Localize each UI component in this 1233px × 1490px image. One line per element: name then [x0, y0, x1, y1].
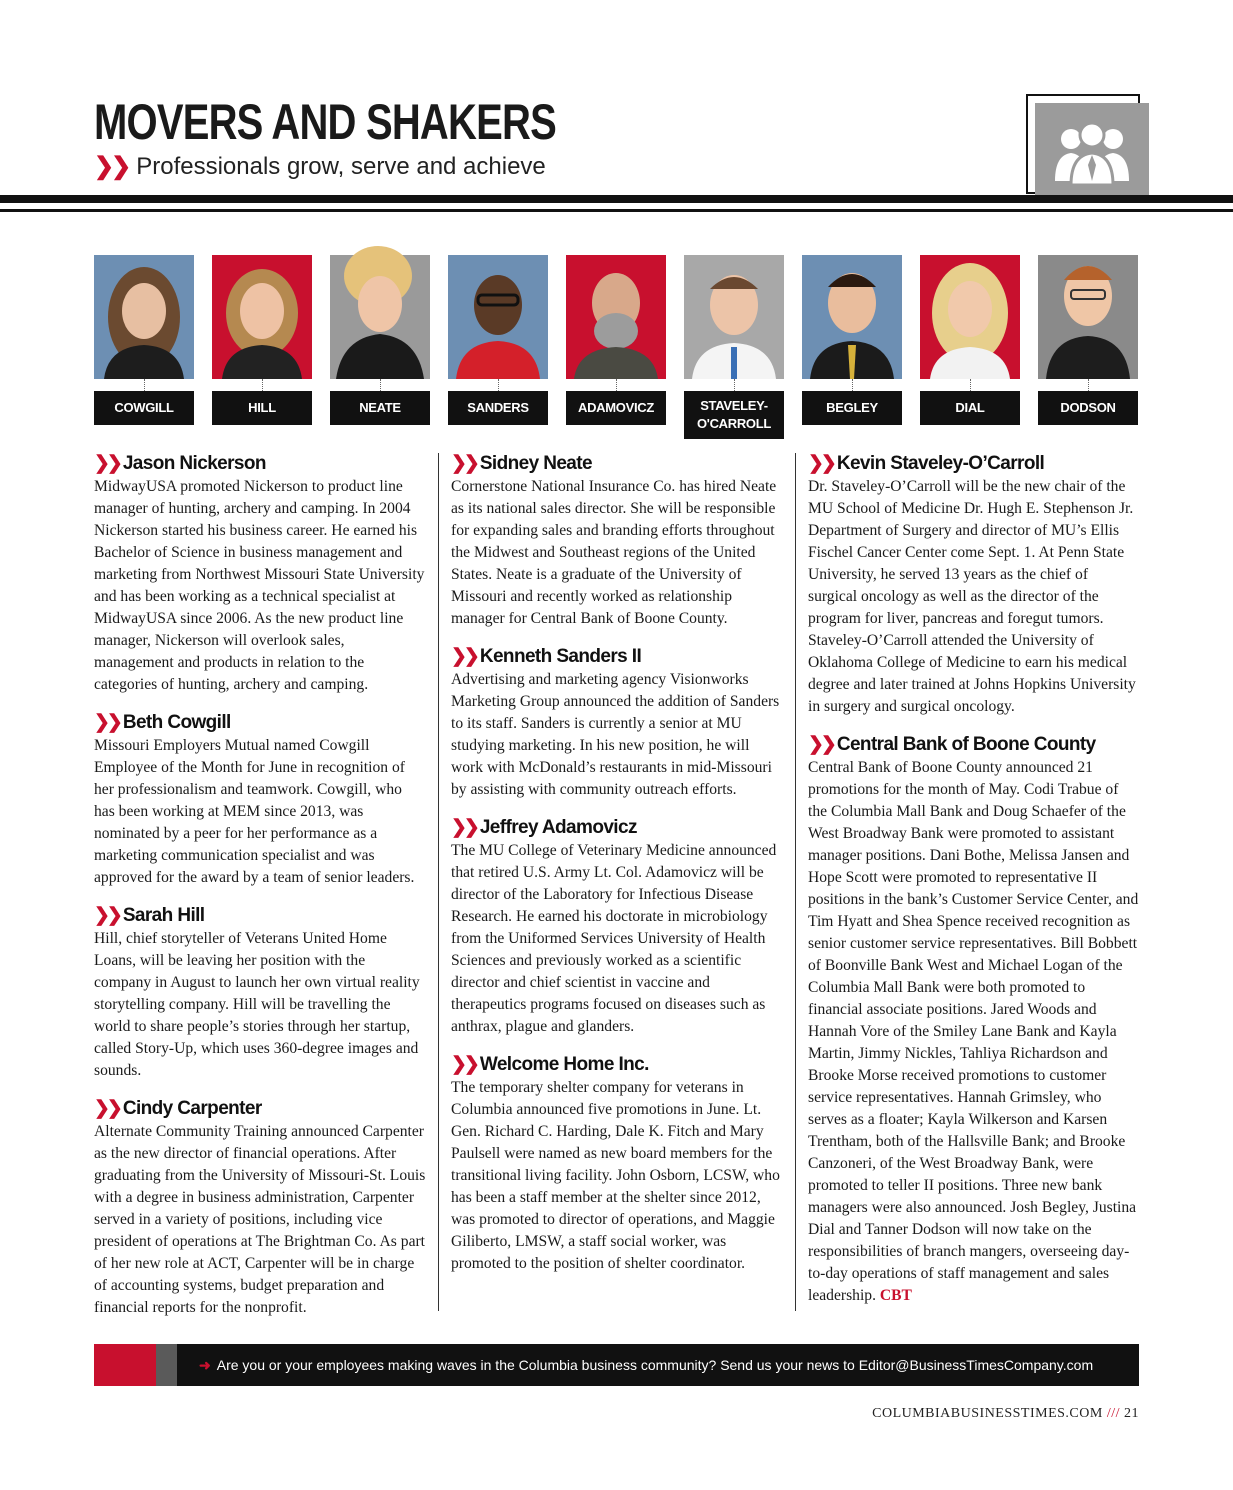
- header-rule-thick: [0, 195, 1233, 203]
- page-footer: [872, 1406, 1139, 1422]
- double-chevron-icon: ❯❯: [451, 453, 477, 474]
- portrait-neate: [330, 238, 430, 379]
- double-chevron-icon: ❯❯: [94, 1098, 120, 1119]
- subtitle-text: Professionals grow, serve and achieve: [136, 153, 546, 180]
- page-subtitle: [94, 152, 546, 181]
- page-number: 21: [1124, 1406, 1139, 1421]
- arrow-right-icon: ➜: [199, 1357, 211, 1373]
- signoff-mark: CBT: [879, 1287, 912, 1304]
- photo-label-cowgill: COWGILL: [94, 391, 194, 425]
- article-body: Alternate Community Training announced Carpenter as the new director of financial operations. After graduating from the University of Missouri-St. Louis with a degree in business administration, Carpenter served in a variety of positions, including vice president of operations at The Brightman Co. As part of her new role at ACT, Carpenter will be in charge of accounting systems, budget preparation and financial reports for the nonprofit.: [94, 1123, 426, 1316]
- photo-label-hill: HILL: [212, 391, 312, 425]
- photo-connector: [144, 379, 145, 391]
- photo-label-adamovicz: ADAMOVICZ: [566, 391, 666, 425]
- site-name[interactable]: COLUMBIABUSINESSTIMES.COM: [872, 1406, 1103, 1421]
- article-heading: ❯❯ Kenneth Sanders II: [451, 646, 642, 667]
- double-chevron-icon: ❯❯: [94, 153, 129, 180]
- column-divider: [438, 453, 439, 1311]
- portrait-hill: [212, 255, 312, 379]
- photo-connector: [616, 379, 617, 391]
- portrait-begley: [802, 255, 902, 379]
- photo-label-dial: DIAL: [920, 391, 1020, 425]
- photo-connector: [498, 379, 499, 391]
- column-right: [808, 453, 1140, 1323]
- footer-gray-block: [156, 1344, 177, 1386]
- footer-red-block: [94, 1344, 156, 1386]
- article-heading: ❯❯ Jeffrey Adamovicz: [451, 817, 637, 838]
- article-heading: ❯❯ Jason Nickerson: [94, 453, 266, 474]
- photo-connector: [970, 379, 971, 391]
- column-left: [94, 453, 426, 1335]
- double-chevron-icon: ❯❯: [451, 646, 477, 667]
- double-chevron-icon: ❯❯: [808, 453, 834, 474]
- photo-label-line: STAVELEY-: [700, 398, 768, 413]
- article-heading: ❯❯ Central Bank of Boone County: [808, 734, 1096, 755]
- photo-connector: [380, 379, 381, 391]
- portrait-dodson: [1038, 238, 1138, 379]
- photo-connector: [734, 379, 735, 391]
- article-body: Advertising and marketing agency Visionworks Marketing Group announced the addition of Sanders to its staff. Sanders is currently a senior at MU studying marketing. In his new position, he will work with McDonald’s restaurants in mid-Missouri by assisting with community outreach efforts.: [451, 671, 780, 798]
- header-rule-thin: [0, 209, 1233, 212]
- photo-label-sanders: SANDERS: [448, 391, 548, 425]
- double-chevron-icon: ❯❯: [94, 905, 120, 926]
- photo-label-dodson: DODSON: [1038, 391, 1138, 425]
- article-body: Dr. Staveley-O’Carroll will be the new chair of the MU School of Medicine Dr. Hugh E. Stephenson Jr. Department of Surgery and director of MU’s Ellis Fischel Cancer Center come Sept. 1. At Penn State University, he served 13 years as the chief of surgical oncology as well as the director of the program for liver, pancreas and foregut tumors. Staveley-O’Carroll attended the University of Oklahoma College of Medicine to earn his medical degree and later trained at Johns Hopkins University in surgery and surgical oncology.: [808, 478, 1136, 715]
- photo-connector: [852, 379, 853, 391]
- people-icon-box: [1035, 103, 1149, 195]
- group-of-people-icon: [1035, 103, 1149, 195]
- article-body: Cornerstone National Insurance Co. has hired Neate as its national sales director. She will be responsible for expanding sales and branding efforts throughout the Midwest and Southeast regions of the United States. Neate is a graduate of the University of Missouri and recently worked as relationship manager for Central Bank of Boone County.: [451, 478, 777, 627]
- article-body: The temporary shelter company for veterans in Columbia announced five promotions in June. Lt. Gen. Richard C. Harding, Dale K. Fitch and Mary Paulsell were named as new board members for the transitional living facility. John Osborn, LCSW, who has been a staff member at the shelter since 2012, was promoted to director of operations, and Maggie Giliberto, LMSW, a staff social worker, was promoted to the position of shelter coordinator.: [451, 1079, 780, 1272]
- photo-connector: [1088, 379, 1089, 391]
- article-body: Central Bank of Boone County announced 21 promotions for the month of May. Codi Trabue of the Columbia Mall Bank and Doug Schaefer of the West Broadway Bank were promoted to assistant manager positions. Dani Bothe, Melissa Jansen and Hope Scott were promoted to representative II positions in the bank’s Customer Service Center, and Tim Hyatt and Shea Spence received recognition as senior customer service representatives. Bill Bobbett of Boonville Bank West and Michael Logan of the Columbia Mall Bank were both promoted to financial associate positions. Jared Woods and Hannah Vore of the Smiley Lane Bank and Kayla Martin, Jimmy Nickles, Tahliya Richardson and Brooke Morse received promotions to customer service representatives. Hannah Grimsley, who serves as a floater; Kayla Wilkerson and Karsen Trentham, both of the Hallsville Bank; and Brooke Canzoneri, of the West Broadway Bank, were promoted to teller II positions. Three new bank managers were also announced. Josh Begley, Justina Dial and Tanner Dodson will now take on the responsibilities of branch mangers, overseeing day-to-day operations of staff management and sales leadership. CBT: [808, 759, 1139, 1304]
- article-heading: ❯❯ Kevin Staveley-O’Carroll: [808, 453, 1045, 474]
- submission-message[interactable]: Are you or your employees making waves in the Columbia business community? Send us your news to Editor@BusinessTimesCompany.com: [216, 1357, 1094, 1373]
- footer-separator: ///: [1106, 1406, 1120, 1421]
- article-heading: ❯❯ Welcome Home Inc.: [451, 1054, 649, 1075]
- article-heading: ❯❯ Sidney Neate: [451, 453, 592, 474]
- double-chevron-icon: ❯❯: [451, 1054, 477, 1075]
- portrait-dial: [920, 255, 1020, 379]
- column-divider: [795, 453, 796, 1311]
- portrait-sanders: [448, 255, 548, 379]
- page-title: MOVERS AND SHAKERS: [94, 94, 556, 150]
- article-body: The MU College of Veterinary Medicine announced that retired U.S. Army Lt. Col. Adamovicz will be director of the Laboratory for Infectious Disease Research. He earned his doctorate in microbiology from the Uniformed Services University of Health Sciences and previously worked as a scientific director and chief scientist in vaccine and therapeutics programs focused on diseases such as anthrax, plague and glanders.: [451, 842, 777, 1035]
- article-body: MidwayUSA promoted Nickerson to product line manager of hunting, archery and camping. In 2004 Nickerson started his business career. He earned his Bachelor of Science in business management and marketing from Northwest Missouri State University and has been working as a technical specialist at MidwayUSA since 2006. As the new product line manager, Nickerson will overlook sales, management and products in relation to the categories of hunting, archery and camping.: [94, 478, 425, 693]
- article-heading: ❯❯ Beth Cowgill: [94, 712, 231, 733]
- submission-banner: [177, 1344, 1139, 1386]
- portrait-adamovicz: [566, 255, 666, 379]
- photo-label-neate: NEATE: [330, 391, 430, 425]
- double-chevron-icon: ❯❯: [451, 817, 477, 838]
- article-heading: ❯❯ Sarah Hill: [94, 905, 205, 926]
- portrait-cowgill: [94, 255, 194, 379]
- portrait-staveley-ocarroll: [684, 255, 784, 379]
- article-body: Missouri Employers Mutual named Cowgill Employee of the Month for June in recognition of her professionalism and teamwork. Cowgill, who has been working at MEM since 2013, was nominated by a peer for her performance as a marketing communication specialist and was approved for the award by a team of senior leaders.: [94, 737, 415, 886]
- double-chevron-icon: ❯❯: [94, 712, 120, 733]
- article-heading: ❯❯ Cindy Carpenter: [94, 1098, 262, 1119]
- double-chevron-icon: ❯❯: [808, 734, 834, 755]
- photo-label-line: O'CARROLL: [696, 416, 772, 431]
- double-chevron-icon: ❯❯: [94, 453, 120, 474]
- photo-connector: [262, 379, 263, 391]
- photo-label-staveley-ocarroll: [684, 391, 784, 439]
- column-middle: [451, 453, 783, 1291]
- article-body: Hill, chief storyteller of Veterans United Home Loans, will be leaving her position with the company in August to launch her own virtual reality storytelling company. Hill will be travelling the world to share people’s stories through her startup, called Story-Up, which uses 360-degree images and sounds.: [94, 930, 420, 1079]
- photo-label-begley: BEGLEY: [802, 391, 902, 425]
